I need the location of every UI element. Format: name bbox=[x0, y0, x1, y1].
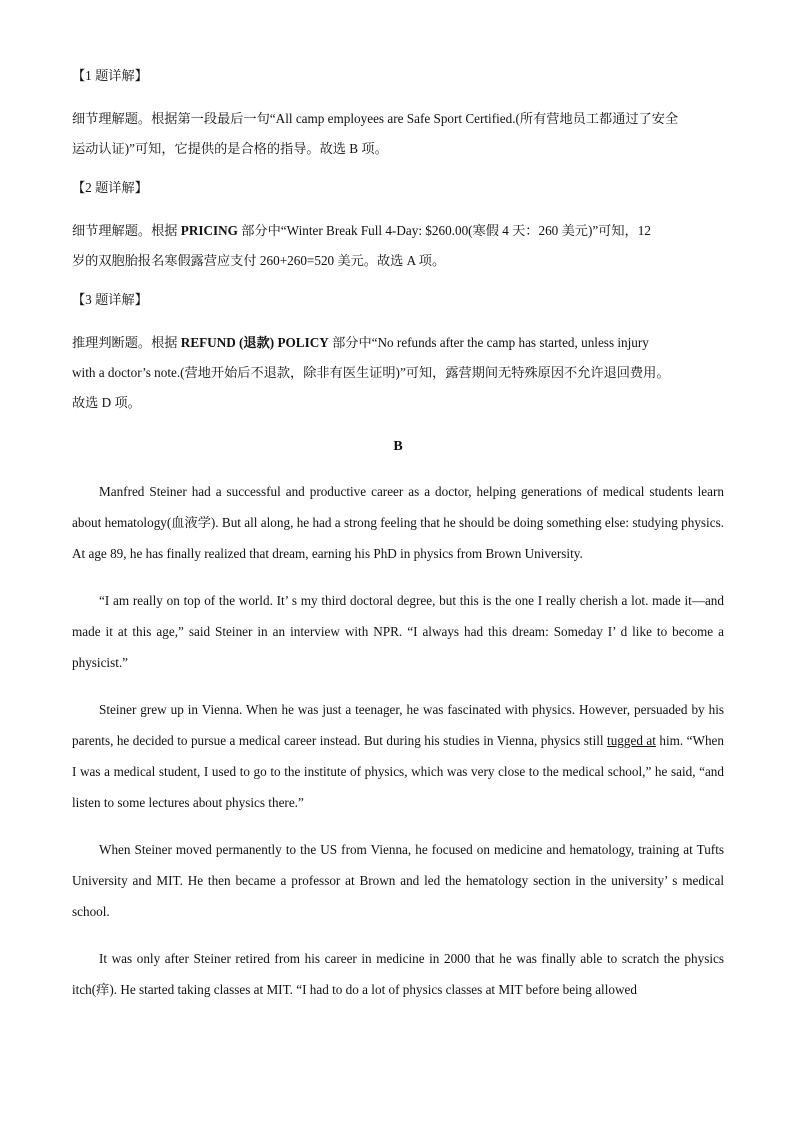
answer-3-heading: 【3 题详解】 bbox=[72, 292, 148, 307]
passage-paragraph-5: It was only after Steiner retired from his career in medicine in 2000 that he was finally able to scratch the physics itch(痒). He started taking classes at MIT. “I had to do a lot of physics classes at MIT before being allowed bbox=[72, 951, 724, 997]
passage-paragraph-2: “I am really on top of the world. It’ s my third doctoral degree, but this is the one I really cherish a lot. made it—and made it at this age,” said Steiner in an interview with NPR. “I always had this dream: Someday I’ d like to become a physicist.” bbox=[72, 593, 724, 670]
answer-3-rest: 部分中“No refunds after the camp has started, unless injury bbox=[328, 335, 649, 350]
answer-2-rest: 部分中“Winter Break Full 4-Day: $260.00(寒假 4 天：260 美元)”可知，12 bbox=[237, 223, 651, 238]
document-page bbox=[72, 62, 724, 1005]
underlined-phrase: tugged at bbox=[607, 733, 656, 748]
passage-paragraph-3-before: Steiner grew up in Vienna. When he was just a teenager, he was fascinated with physics. However, persuaded by his parents, he decided to pursue a medical career instead. But during his studies in Vienna, physics still bbox=[72, 702, 724, 748]
passage-paragraph-4: When Steiner moved permanently to the US from Vienna, he focused on medicine and hematology, training at Tufts University and MIT. He then became a professor at Brown and led the hematology section in the university’ s medical school. bbox=[72, 842, 724, 919]
answer-2-bold-term: PRICING bbox=[180, 223, 238, 238]
answer-2-line-2: 岁的双胞胎报名寒假露营应支付 260+260=520 美元。故选 A 项。 bbox=[72, 253, 446, 268]
passage-paragraph-3-after: him. “When I was a medical student, I used to go to the institute of physics, which was very close to the medical school,” he said, “and listen to some lectures about physics there.” bbox=[72, 733, 724, 810]
passage-title: B bbox=[393, 439, 403, 454]
answer-3-prefix: 推理判断题。根据 bbox=[72, 335, 181, 350]
answer-3-explanation bbox=[72, 328, 724, 418]
answer-3-line-2: with a doctor’s note.(营地开始后不退款，除非有医生证明)”可知，露营期间无特殊原因不允许退回费用。 bbox=[72, 365, 670, 380]
answer-1-line-1: 细节理解题。根据第一段最后一句“All camp employees are Safe Sport Certified.(所有营地员工都通过了安全 bbox=[72, 111, 679, 126]
answer-1-line-2: 运动认证)”可知，它提供的是合格的指导。故选 B 项。 bbox=[72, 141, 388, 156]
answer-3-bold-term: REFUND (退款) POLICY bbox=[180, 335, 329, 350]
passage-paragraph-3 bbox=[72, 694, 724, 818]
answer-1-heading: 【1 题详解】 bbox=[72, 68, 148, 83]
answer-2-prefix: 细节理解题。根据 bbox=[72, 223, 181, 238]
answer-3-line-3: 故选 D 项。 bbox=[72, 395, 141, 410]
answer-2-explanation bbox=[72, 216, 724, 276]
answer-2-heading: 【2 题详解】 bbox=[72, 180, 148, 195]
answer-1-explanation bbox=[72, 104, 724, 164]
passage-paragraph-1: Manfred Steiner had a successful and productive career as a doctor, helping generations of medical students learn about hematology(血液学). But all along, he had a strong feeling that he should be doing something else: studying physics. At age 89, he has finally realized that dream, earning his PhD in physics from Brown University. bbox=[72, 484, 724, 561]
